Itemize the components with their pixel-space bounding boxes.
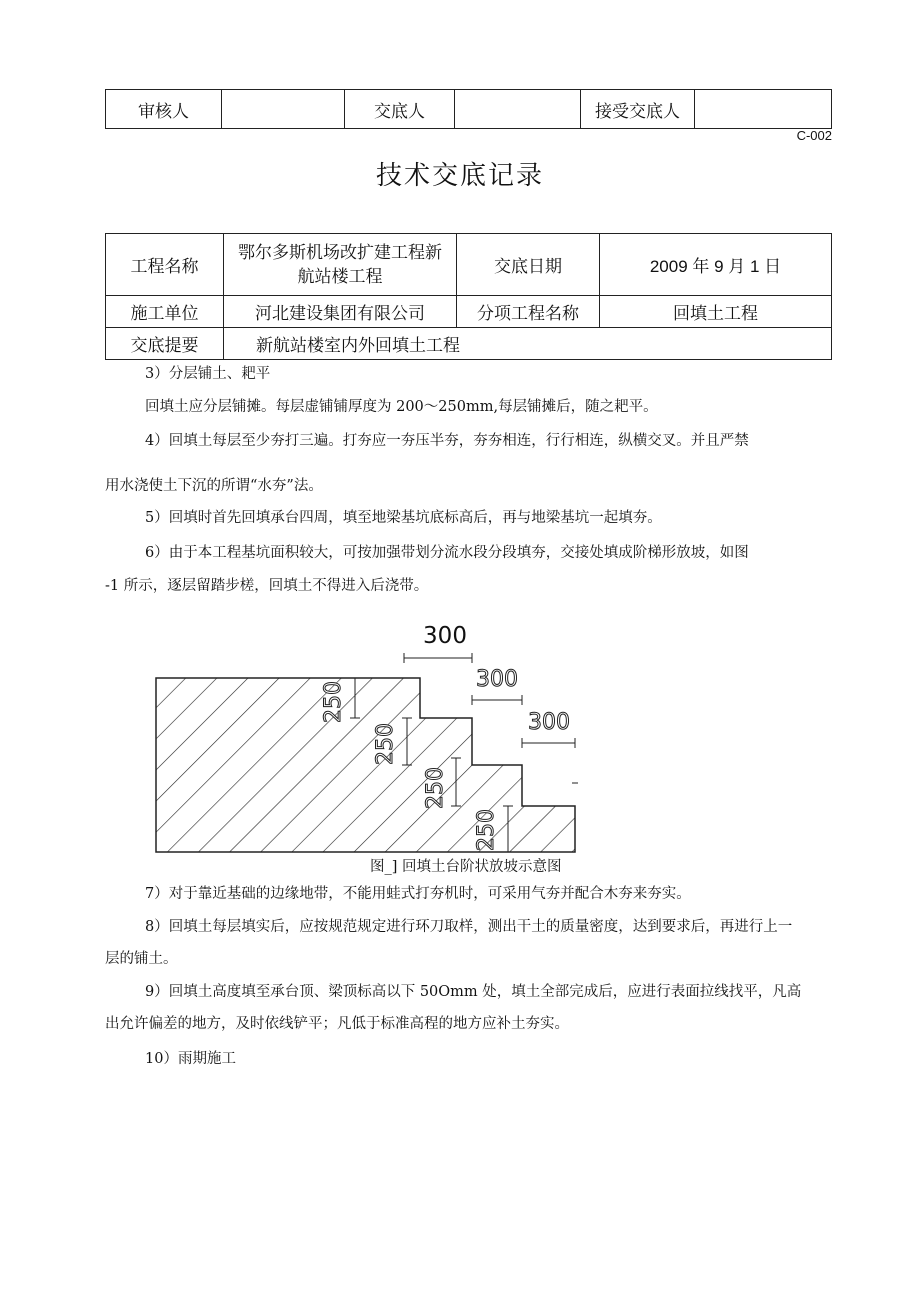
project-name-label: 工程名称 bbox=[106, 234, 224, 296]
subitem-value: 回填土工程 bbox=[600, 296, 832, 328]
contractor-value: 河北建设集团有限公司 bbox=[224, 296, 457, 328]
subitem-label: 分项工程名称 bbox=[457, 296, 600, 328]
reviewer-label: 审核人 bbox=[106, 90, 222, 129]
paragraph-8-line1: 8）回填土每层填实后，应按规范规定进行环刀取样，测出干土的质量密度，达到要求后，再进行上一 bbox=[145, 919, 793, 935]
summary-label: 交底提要 bbox=[106, 328, 224, 360]
receiver-value bbox=[695, 90, 832, 129]
step-height-label-1: 250 bbox=[321, 681, 346, 723]
date-label: 交底日期 bbox=[457, 234, 600, 296]
paragraph-9-line2: 出允许偏差的地方，及时依线铲平；凡低于标准高程的地方应补土夯实。 bbox=[105, 1016, 569, 1032]
receiver-label: 接受交底人 bbox=[581, 90, 695, 129]
project-name-line1: 鄂尔多斯机场改扩建工程新 bbox=[238, 242, 442, 263]
reviewer-value bbox=[222, 90, 345, 129]
project-name-value bbox=[224, 234, 457, 296]
paragraph-8-line2: 层的铺土。 bbox=[105, 951, 178, 967]
info-table bbox=[105, 233, 832, 360]
page-title: 技术交底记录 bbox=[375, 161, 544, 191]
figure-caption: 图_] 回填土台阶状放坡示意图 bbox=[370, 859, 562, 875]
step-height-label-3: 250 bbox=[423, 767, 448, 809]
fill-soil-stepped-body bbox=[156, 678, 575, 852]
paragraph-9-line1: 9）回填土高度填至承台顶、梁顶标高以下 50Omm 处，填土全部完成后，应进行表面拉线找平，凡高 bbox=[145, 984, 802, 1000]
step-width-label-3: 300 bbox=[528, 710, 570, 735]
document-code: C-002 bbox=[796, 128, 832, 143]
paragraph-10-heading: 10）雨期施工 bbox=[145, 1051, 236, 1067]
paragraph-3-body: 回填土应分层铺摊。每层虚铺铺厚度为 200～250mm,每层铺摊后，随之耙平。 bbox=[145, 399, 658, 415]
sign-table bbox=[105, 89, 832, 129]
paragraph-6-line1: 6）由于本工程基坑面积较大，可按加强带划分流水段分段填夯，交接处填成阶梯形放坡，如图 bbox=[145, 545, 749, 561]
step-width-label-1: 300 bbox=[423, 623, 467, 649]
project-name-line2: 航站楼工程 bbox=[297, 266, 383, 287]
paragraph-6-line2: -1 所示，逐层留踏步槎，回填土不得进入后浇带。 bbox=[105, 578, 429, 594]
step-height-label-2: 250 bbox=[373, 723, 398, 765]
paragraph-7: 7）对于靠近基础的边缘地带，不能用蛙式打夯机时，可采用气夯并配合木夯来夯实。 bbox=[145, 886, 691, 902]
paragraph-4-line2: 用水浇使土下沉的所谓“水夯”法。 bbox=[105, 478, 323, 494]
contractor-label: 施工单位 bbox=[106, 296, 224, 328]
discloser-label: 交底人 bbox=[345, 90, 455, 129]
step-width-label-2: 300 bbox=[476, 667, 518, 692]
discloser-value bbox=[455, 90, 581, 129]
paragraph-5: 5）回填时首先回填承台四周，填至地梁基坑底标高后，再与地梁基坑一起填夯。 bbox=[145, 510, 662, 526]
summary-value: 新航站楼室内外回填土工程 bbox=[224, 328, 832, 360]
date-value: 2009 年 9 月 1 日 bbox=[600, 234, 832, 296]
paragraph-4-line1: 4）回填土每层至少夯打三遍。打夯应一夯压半夯，夯夯相连，行行相连，纵横交叉。并且严禁 bbox=[145, 433, 749, 449]
step-slope-diagram bbox=[150, 620, 590, 855]
paragraph-3-heading: 3）分层铺土、耙平 bbox=[145, 366, 271, 382]
step-height-label-4: 250 bbox=[474, 809, 499, 851]
